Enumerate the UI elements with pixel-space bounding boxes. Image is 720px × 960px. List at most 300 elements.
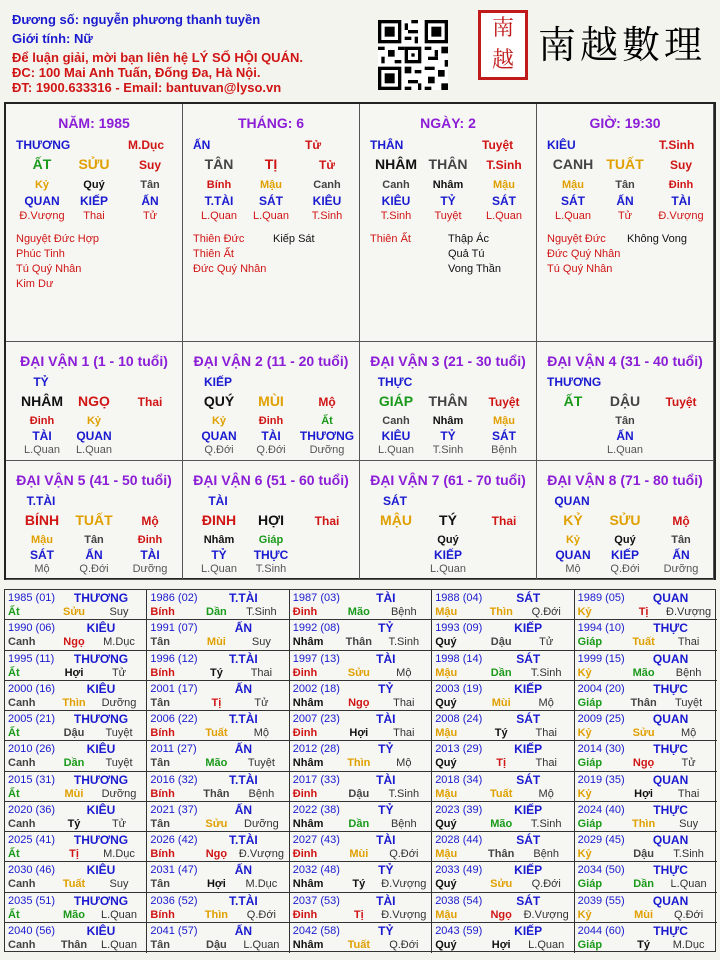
- year-branch: Tị: [353, 908, 364, 921]
- hidden-stage: Q.Đới: [204, 444, 234, 456]
- year-stem: Giáp: [577, 817, 603, 830]
- year-cell[interactable]: [5, 590, 147, 620]
- year-ten-god: KIẾP: [514, 923, 543, 938]
- year-stage: Thai: [677, 787, 700, 800]
- hidden-god: KIẾP: [433, 548, 462, 562]
- year-stem: Tân: [150, 757, 170, 770]
- year-cell[interactable]: [5, 862, 147, 892]
- year-stage: Q.Đới: [531, 878, 561, 891]
- ten-god: T.TÀI: [26, 494, 56, 508]
- year-stage: Thai: [393, 696, 415, 709]
- year-label: 2044 (60): [577, 924, 625, 937]
- year-stage: Tuyệt: [105, 757, 133, 770]
- year-cell[interactable]: [290, 862, 432, 892]
- year-stem: Mậu: [435, 908, 458, 921]
- star-item: Thập Ác: [448, 233, 489, 245]
- year-cell[interactable]: [575, 862, 717, 892]
- year-cell[interactable]: [5, 651, 147, 681]
- hidden-god: TÀI: [671, 194, 691, 208]
- year-stem: Bính: [150, 787, 175, 800]
- year-ten-god: SÁT: [516, 772, 541, 787]
- year-cell[interactable]: [147, 772, 289, 802]
- hidden-stem: Quý: [437, 534, 459, 546]
- hidden-stem: Tân: [140, 179, 160, 191]
- hidden-stage: Mộ: [34, 563, 50, 575]
- year-ten-god: KIÊU: [86, 863, 116, 878]
- star-item: Thiên Đức: [193, 233, 245, 245]
- year-ten-god: ẤN: [234, 621, 253, 636]
- year-stage: Bệnh: [533, 848, 560, 860]
- hidden-stem: Canh: [313, 179, 341, 191]
- year-stage: Q.Đới: [673, 908, 704, 921]
- year-branch: Dần: [490, 666, 512, 679]
- ten-god: THƯƠNG: [547, 375, 602, 389]
- gender: Giới tính: Nữ: [12, 31, 93, 46]
- year-cell[interactable]: [147, 862, 289, 892]
- year-cell[interactable]: [290, 802, 432, 832]
- year-stem: Kỷ: [577, 787, 592, 800]
- year-label: 2009 (25): [577, 713, 625, 725]
- earthly-branch: MÙI: [258, 393, 284, 409]
- year-stem: Quý: [435, 636, 457, 649]
- year-stem: Kỷ: [577, 908, 592, 921]
- hidden-stem: Canh: [382, 179, 410, 191]
- dai-van-title: ĐẠI VẬN 5 (41 - 50 tuổi): [16, 472, 172, 488]
- address: ĐC: 100 Mai Anh Tuấn, Đống Đa, Hà Nội.: [12, 65, 261, 80]
- hidden-god: TÀI: [32, 429, 52, 443]
- year-stage: Thai: [535, 727, 557, 739]
- year-stage: Thai: [250, 666, 273, 679]
- year-ten-god: KIẾP: [514, 621, 543, 636]
- year-stage: Dưỡng: [244, 817, 279, 830]
- branch-status: T.Sinh: [486, 158, 522, 172]
- year-branch: Hợi: [491, 938, 511, 951]
- year-stage: Đ.Vượng: [381, 908, 427, 921]
- year-label: 1985 (01): [8, 592, 56, 604]
- hidden-god: SÁT: [30, 548, 54, 562]
- year-cell[interactable]: [5, 772, 147, 802]
- year-stem: Tân: [150, 696, 170, 709]
- year-cell[interactable]: [147, 681, 289, 711]
- year-stem: Đinh: [292, 666, 318, 679]
- year-cell[interactable]: [432, 923, 574, 953]
- year-label: 2019 (35): [577, 773, 625, 786]
- branch-status: Mộ: [318, 395, 336, 409]
- life-stage: T.Sinh: [659, 138, 695, 152]
- hidden-god: ẤN: [616, 194, 634, 208]
- ten-god: ẤN: [193, 138, 211, 152]
- year-stage: L.Quan: [100, 938, 138, 951]
- earthly-branch: DẬU: [609, 393, 641, 409]
- year-stem: Tân: [150, 878, 170, 891]
- year-branch: Dần: [348, 817, 370, 830]
- hidden-god: SÁT: [259, 194, 283, 208]
- year-label: 1990 (06): [8, 622, 56, 635]
- year-cell[interactable]: [575, 711, 717, 741]
- year-cell[interactable]: [432, 711, 574, 741]
- year-stem: Bính: [150, 606, 175, 618]
- pillar-cell: [6, 104, 183, 342]
- contact-note: Để luận giải, mời bạn liên hệ LÝ SỐ HỘI QUÁN.: [12, 50, 303, 65]
- year-stage: Thai: [677, 636, 700, 649]
- year-label: 2037 (53): [292, 894, 340, 907]
- year-cell[interactable]: [432, 893, 574, 923]
- year-cell[interactable]: [5, 620, 147, 650]
- year-branch: Ngọ: [490, 908, 512, 921]
- year-stem: Quý: [435, 757, 457, 770]
- year-stage: Bệnh: [390, 817, 417, 830]
- year-stem: Giáp: [577, 696, 603, 709]
- year-cell[interactable]: [290, 741, 432, 771]
- year-cell[interactable]: [5, 893, 147, 923]
- dai-van-cell: [360, 342, 537, 461]
- ten-god: KIÊU: [547, 138, 576, 152]
- year-label: 2043 (59): [435, 924, 483, 937]
- year-cell[interactable]: [5, 711, 147, 741]
- year-label: 2027 (43): [292, 834, 340, 846]
- year-ten-god: TÀI: [376, 651, 396, 666]
- year-label: 2002 (18): [292, 682, 340, 695]
- year-cell[interactable]: [575, 590, 717, 620]
- earthly-branch: SỬU: [609, 512, 641, 528]
- hidden-stage: L.Quan: [252, 210, 290, 222]
- year-cell[interactable]: [147, 651, 289, 681]
- year-cell[interactable]: [5, 832, 147, 862]
- year-label: 2022 (38): [292, 803, 340, 816]
- year-label: 1995 (11): [8, 652, 55, 665]
- year-cell[interactable]: [290, 681, 432, 711]
- year-label: 1994 (10): [577, 622, 625, 635]
- year-stem: Nhâm: [292, 636, 324, 649]
- hidden-stem: Quý: [614, 534, 636, 546]
- year-label: 2003 (19): [435, 682, 483, 695]
- hidden-stem: Mậu: [260, 179, 282, 191]
- owner-name: Đương số: nguyễn phương thanh tuyền: [12, 12, 261, 27]
- year-label: 2020 (36): [8, 803, 56, 816]
- year-branch: Dậu: [206, 938, 227, 951]
- year-branch: Tuất: [347, 938, 370, 951]
- year-cell[interactable]: [575, 832, 717, 862]
- hidden-god: ẤN: [141, 194, 159, 208]
- year-stage: Bệnh: [248, 787, 275, 800]
- year-stage: Đ.Vượng: [238, 848, 284, 860]
- year-branch: Mùi: [64, 787, 84, 800]
- year-cell[interactable]: [575, 681, 717, 711]
- year-stage: Bệnh: [675, 666, 702, 679]
- year-branch: Tý: [352, 878, 366, 891]
- year-cell[interactable]: [432, 620, 574, 650]
- year-ten-god: KIẾP: [514, 681, 543, 696]
- year-cell[interactable]: [575, 651, 717, 681]
- year-stem: Bính: [150, 908, 175, 921]
- year-stage: Dưỡng: [101, 787, 137, 800]
- bad-stars: [627, 232, 687, 247]
- hidden-god: TỶ: [440, 194, 456, 208]
- year-branch: Tý: [494, 727, 508, 739]
- year-cell[interactable]: [575, 893, 717, 923]
- earthly-branch: TÝ: [439, 512, 457, 528]
- hidden-stem: Mậu: [493, 415, 515, 427]
- year-ten-god: SÁT: [516, 651, 541, 666]
- year-branch: Thìn: [347, 757, 371, 770]
- year-cell[interactable]: [147, 741, 289, 771]
- year-cell[interactable]: [432, 862, 574, 892]
- year-stage: Q.Đới: [246, 908, 276, 921]
- year-label: 2021 (37): [150, 803, 198, 816]
- year-ten-god: T.TÀI: [229, 712, 258, 726]
- year-stage: Mộ: [680, 727, 697, 739]
- year-branch: Thìn: [489, 606, 513, 618]
- year-cell[interactable]: [432, 802, 574, 832]
- heavenly-stem: QUÝ: [203, 393, 235, 409]
- year-branch: Thìn: [204, 908, 228, 921]
- hidden-stage: L.Quan: [200, 210, 238, 222]
- year-stem: Tân: [150, 636, 170, 649]
- earthly-branch: TUẤT: [75, 512, 113, 528]
- year-stem: Ất: [8, 666, 20, 679]
- hidden-stem: Kỷ: [211, 415, 227, 427]
- year-cell[interactable]: [290, 772, 432, 802]
- year-stage: T.Sinh: [530, 666, 562, 679]
- pillar-cell: [183, 104, 360, 342]
- year-stem: Kỷ: [577, 848, 592, 860]
- year-ten-god: THỰC: [653, 621, 688, 636]
- annual-luck-grid: [4, 589, 716, 952]
- year-label: 2029 (45): [577, 834, 625, 846]
- year-stage: Tuyệt: [247, 757, 275, 770]
- year-label: 1987 (03): [292, 592, 340, 604]
- year-branch: Hợi: [349, 727, 369, 739]
- year-label: 2007 (23): [292, 713, 340, 725]
- year-cell[interactable]: [147, 832, 289, 862]
- year-label: 1998 (14): [435, 652, 483, 665]
- year-label: 2000 (16): [8, 682, 56, 695]
- star-item: Phúc Tinh: [16, 248, 65, 260]
- year-ten-god: QUAN: [652, 651, 689, 666]
- year-stage: Q.Đới: [389, 938, 419, 951]
- good-stars: [16, 232, 99, 292]
- heavenly-stem: ĐINH: [201, 512, 237, 528]
- earthly-branch: TUẤT: [606, 156, 644, 172]
- year-stem: Đinh: [292, 727, 318, 739]
- hidden-stem: Mậu: [562, 179, 584, 191]
- hidden-stage: Tuyệt: [434, 210, 462, 222]
- year-ten-god: ẤN: [234, 863, 253, 878]
- year-stem: Bính: [150, 727, 175, 739]
- year-ten-god: QUAN: [652, 893, 689, 908]
- year-cell[interactable]: [432, 741, 574, 771]
- hidden-stage: Q.Đới: [610, 563, 640, 575]
- year-stem: Kỷ: [577, 666, 592, 679]
- year-stage: Suy: [109, 606, 129, 618]
- year-branch: Thân: [60, 938, 88, 951]
- hidden-god: SÁT: [561, 194, 585, 208]
- ten-god: TÀI: [208, 494, 228, 508]
- hidden-stage: Dưỡng: [132, 563, 168, 575]
- hidden-stage: T.Sinh: [380, 210, 412, 222]
- year-ten-god: QUAN: [652, 712, 689, 726]
- hidden-stage: L.Quan: [554, 210, 592, 222]
- hidden-stem: Giáp: [258, 534, 284, 546]
- year-cell[interactable]: [575, 923, 717, 953]
- year-stage: Suy: [679, 817, 699, 830]
- branch-status: Suy: [138, 158, 161, 172]
- dai-van-cell: [6, 342, 183, 461]
- dai-van-cell: [537, 342, 714, 461]
- star-item: Kiếp Sát: [273, 233, 315, 245]
- year-stage: Q.Đới: [389, 848, 419, 860]
- year-branch: Tuất: [489, 787, 513, 800]
- year-stem: Ất: [8, 606, 20, 618]
- year-ten-god: SÁT: [516, 833, 541, 847]
- year-stage: Tuyệt: [675, 696, 703, 709]
- earthly-branch: THÂN: [428, 156, 468, 172]
- year-cell[interactable]: [147, 923, 289, 953]
- year-cell[interactable]: [290, 651, 432, 681]
- year-stem: Canh: [8, 636, 36, 649]
- year-cell[interactable]: [290, 832, 432, 862]
- branch-status: Tuyệt: [488, 395, 520, 409]
- year-cell[interactable]: [147, 620, 289, 650]
- year-branch: Ngọ: [348, 696, 370, 709]
- year-branch: Mão: [490, 817, 513, 830]
- year-ten-god: ẤN: [234, 742, 253, 757]
- year-stem: Tân: [150, 938, 170, 951]
- year-branch: Tý: [637, 938, 651, 951]
- year-branch: Tuất: [205, 727, 228, 739]
- year-cell[interactable]: [147, 711, 289, 741]
- year-cell[interactable]: [432, 681, 574, 711]
- year-stage: Tử: [111, 666, 127, 679]
- heavenly-stem: ẤT: [32, 156, 52, 172]
- year-ten-god: ẤN: [234, 923, 253, 938]
- year-stem: Quý: [435, 817, 457, 830]
- year-stem: Canh: [8, 696, 36, 709]
- year-ten-god: TÀI: [376, 893, 396, 908]
- year-stem: Mậu: [435, 606, 458, 618]
- ten-god: SÁT: [383, 494, 407, 508]
- dai-van-title: ĐẠI VẬN 8 (71 - 80 tuổi): [547, 472, 703, 488]
- branch-status: Thai: [314, 514, 340, 528]
- branch-status: Thai: [137, 395, 163, 409]
- qr-code[interactable]: [378, 20, 448, 90]
- hidden-god: THỰC: [253, 548, 289, 562]
- hidden-stage: Dưỡng: [663, 563, 699, 575]
- year-stage: Đ.Vượng: [523, 908, 569, 921]
- pillar-cell: [360, 104, 537, 342]
- year-cell[interactable]: [575, 802, 717, 832]
- year-branch: Tý: [209, 666, 223, 679]
- year-ten-god: THỰC: [653, 681, 688, 696]
- star-item: Thiên Ất: [193, 248, 234, 260]
- year-cell[interactable]: [147, 893, 289, 923]
- hidden-stage: L.Quan: [485, 210, 523, 222]
- year-cell[interactable]: [432, 651, 574, 681]
- year-stage: Tử: [539, 636, 554, 649]
- year-branch: Thân: [203, 787, 230, 800]
- year-stem: Đinh: [292, 606, 318, 618]
- hidden-stem: Nhâm: [432, 179, 464, 191]
- year-cell[interactable]: [575, 772, 717, 802]
- branch-status: Tuyệt: [665, 395, 697, 409]
- dai-van-title: ĐẠI VẬN 3 (21 - 30 tuổi): [370, 353, 526, 369]
- year-cell[interactable]: [290, 893, 432, 923]
- year-branch: Sửu: [62, 606, 86, 618]
- star-item: Tú Quý Nhân: [16, 263, 82, 275]
- hidden-stem: Mậu: [493, 179, 515, 191]
- hidden-stage: Q.Đới: [256, 444, 286, 456]
- pillar-title: THÁNG: 6: [237, 115, 305, 131]
- year-label: 2012 (28): [292, 743, 340, 756]
- year-ten-god: ẤN: [234, 681, 253, 696]
- year-label: 2039 (55): [577, 894, 625, 907]
- year-ten-god: KIÊU: [86, 802, 116, 817]
- year-cell[interactable]: [5, 681, 147, 711]
- year-cell[interactable]: [5, 802, 147, 832]
- year-stage: Tử: [681, 757, 696, 770]
- year-cell[interactable]: [432, 590, 574, 620]
- year-stem: Nhâm: [292, 757, 324, 770]
- year-stem: Đinh: [292, 908, 318, 921]
- year-cell[interactable]: [432, 832, 574, 862]
- year-label: 2017 (33): [292, 773, 340, 786]
- year-cell[interactable]: [5, 741, 147, 771]
- year-stem: Giáp: [577, 636, 603, 649]
- year-cell[interactable]: [575, 620, 717, 650]
- year-stem: Canh: [8, 878, 36, 891]
- year-branch: Mùi: [349, 848, 369, 860]
- year-branch: Mão: [347, 606, 370, 618]
- year-branch: Thìn: [62, 696, 86, 709]
- year-cell[interactable]: [290, 620, 432, 650]
- year-ten-god: TÀI: [376, 712, 396, 726]
- year-cell[interactable]: [290, 711, 432, 741]
- year-stage: M.Dục: [103, 848, 135, 860]
- year-stage: T.Sinh: [673, 848, 704, 860]
- year-cell[interactable]: [147, 802, 289, 832]
- year-label: 1991 (07): [150, 622, 198, 635]
- year-cell[interactable]: [147, 590, 289, 620]
- star-item: Nguyệt Đức Hợp: [16, 233, 100, 245]
- ten-god: KIẾP: [203, 375, 232, 389]
- year-label: 1999 (15): [577, 652, 625, 665]
- dai-van-title: ĐẠI VẬN 1 (1 - 10 tuổi): [20, 353, 168, 369]
- year-stage: Dưỡng: [101, 696, 137, 709]
- year-stem: Quý: [435, 878, 457, 891]
- year-branch: Thân: [630, 696, 657, 709]
- year-stage: Mộ: [396, 666, 412, 679]
- year-cell[interactable]: [575, 741, 717, 771]
- year-stem: Kỷ: [577, 606, 592, 618]
- year-cell[interactable]: [5, 923, 147, 953]
- pillar-title: NĂM: 1985: [58, 115, 130, 131]
- year-cell[interactable]: [432, 772, 574, 802]
- year-ten-god: THƯƠNG: [73, 591, 129, 605]
- year-label: 2041 (57): [150, 924, 198, 937]
- year-stage: Mộ: [538, 787, 554, 800]
- year-ten-god: THƯƠNG: [73, 651, 129, 666]
- year-ten-god: THỰC: [653, 923, 688, 938]
- hidden-god: TỶ: [211, 548, 227, 562]
- year-cell[interactable]: [290, 590, 432, 620]
- year-cell[interactable]: [290, 923, 432, 953]
- year-label: 1997 (13): [292, 652, 340, 665]
- year-stage: Q.Đới: [531, 606, 561, 618]
- hidden-god: KIÊU: [381, 194, 411, 208]
- year-stage: Mộ: [396, 757, 412, 770]
- hidden-stage: T.Sinh: [311, 210, 343, 222]
- heavenly-stem: MẬU: [380, 512, 412, 528]
